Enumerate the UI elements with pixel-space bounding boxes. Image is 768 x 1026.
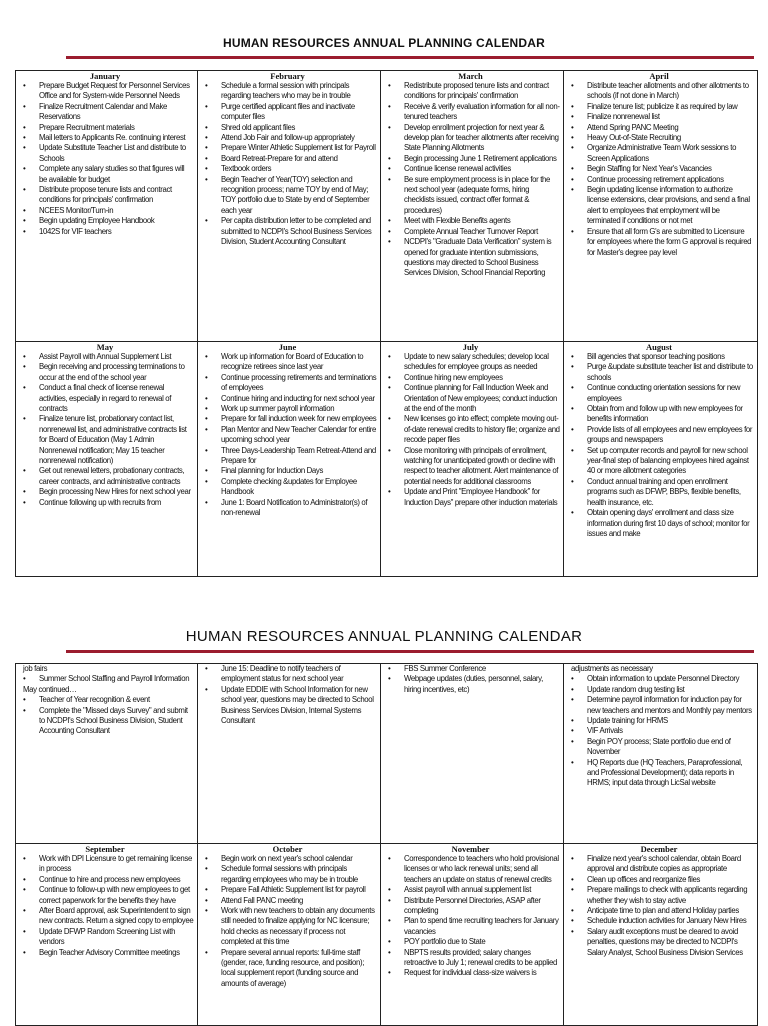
calendar-table-page1 bbox=[15, 70, 758, 577]
list-item: • Distribute Personnel Directories, ASAP after completing bbox=[404, 896, 560, 917]
list-item: • Begin updating license information to authorize license extensions, clear provisions, and send a final alert to employees that employment will be terminated if conditions or not met bbox=[587, 185, 754, 227]
month-cell-july-continued bbox=[381, 664, 564, 844]
month-header: August bbox=[646, 342, 672, 352]
month-cell-january bbox=[16, 71, 198, 342]
task-list bbox=[381, 854, 560, 979]
month-cell-october bbox=[198, 844, 381, 1026]
list-item: • Obtain information to update Personnel Directory bbox=[587, 674, 754, 684]
list-item: • Update Substitute Teacher List and distribute to Schools bbox=[39, 143, 194, 164]
list-item: • Mail letters to Applicants Re. continuing interest bbox=[39, 133, 194, 143]
month-header: November bbox=[451, 844, 490, 854]
list-item: • Continue to follow-up with new employees to get correct paperwork for the benefits they have bbox=[39, 885, 194, 906]
list-item: • Bill agencies that sponsor teaching positions bbox=[587, 352, 754, 362]
list-item: • NBPTS results provided; salary changes retroactive to July 1; renewal credits to be applied bbox=[404, 948, 560, 969]
list-item: • Begin receiving and processing terminations to occur at the end of the school year bbox=[39, 362, 194, 383]
list-item: • Complete checking &updates for Employee Handbook bbox=[221, 477, 377, 498]
list-item: job fairs bbox=[23, 664, 48, 673]
month-header: July bbox=[462, 342, 479, 352]
list-item: • Meet with Flexible Benefits agents bbox=[404, 216, 560, 226]
month-header: March bbox=[458, 71, 483, 81]
task-list bbox=[16, 81, 194, 237]
list-item: • Work up summer payroll information bbox=[221, 404, 377, 414]
list-item: • Continue processing retirements and terminations of employees bbox=[221, 373, 377, 394]
month-header: May bbox=[96, 342, 114, 352]
list-item: • Finalize tenure list, probationary contact list, nonrenewal list, and administrative contracts list for Board of Education (May 1 Admin Nonrenewal notification; May 15 teacher nonrenewal notification) bbox=[39, 414, 194, 466]
task-list bbox=[198, 352, 377, 519]
list-item: • Finalize nonrenewal list bbox=[587, 112, 754, 122]
list-item: • Distribute teacher allotments and other allotments to schools (if not done in March) bbox=[587, 81, 754, 102]
table-row bbox=[16, 844, 758, 1026]
list-item: • Update to new salary schedules; develop local schedules for employee groups as needed bbox=[404, 352, 560, 373]
list-item: • Finalize Recruitment Calendar and Make Reservations bbox=[39, 102, 194, 123]
list-item: • NCDPI's "Graduate Data Verification" system is opened for graduate intention submissions, questions may directed to School Business Services Division, School Financial Reporting bbox=[404, 237, 560, 279]
list-item: • Per capita distribution letter to be completed and submitted to NCDPI's School Business Services Division, Student Accounting Consultant bbox=[221, 216, 377, 247]
list-item: • 1042S for VIF teachers bbox=[39, 227, 194, 237]
list-item: • Prepare mailings to check with applicants regarding whether they wish to stay active bbox=[587, 885, 754, 906]
task-list bbox=[198, 664, 377, 726]
list-item: • Begin updating Employee Handbook bbox=[39, 216, 194, 226]
list-item: • Clean up offices and reorganize files bbox=[587, 875, 754, 885]
list-item: • Work up information for Board of Education to recognize retirees since last year bbox=[221, 352, 377, 373]
table-row bbox=[16, 71, 758, 342]
month-cell-february bbox=[198, 71, 381, 342]
list-item: • HQ Reports due (HQ Teachers, Paraprofessional, and Professional Development); data reports in HRMS; input data through LicSal website bbox=[587, 758, 754, 789]
list-item: • New licenses go into effect; complete moving out-of-date renewal credits to history file; organize and recode paper files bbox=[404, 414, 560, 445]
list-item: • Plan to spend time recruiting teachers for January vacancies bbox=[404, 916, 560, 937]
month-cell-june bbox=[198, 342, 381, 577]
list-item: • Update random drug testing list bbox=[587, 685, 754, 695]
month-header: June bbox=[278, 342, 297, 352]
task-list bbox=[381, 664, 560, 695]
page-title-top: HUMAN RESOURCES ANNUAL PLANNING CALENDAR bbox=[222, 36, 545, 50]
list-item: • Prepare Recruitment materials bbox=[39, 123, 194, 133]
list-item: • NCEES Monitor/Turn-in bbox=[39, 206, 194, 216]
list-item: • Textbook orders bbox=[221, 164, 377, 174]
list-item: • Heavy Out-of-State Recruiting bbox=[587, 133, 754, 143]
list-item: • Begin work on next year's school calendar bbox=[221, 854, 377, 864]
list-item: • Continue hiring and inducting for next school year bbox=[221, 394, 377, 404]
list-item: • Continue conducting orientation sessions for new employees bbox=[587, 383, 754, 404]
list-item: • Continue processing retirement applications bbox=[587, 175, 754, 185]
month-cell-august bbox=[564, 342, 758, 577]
list-item: • Work with DPI Licensure to get remaining license in process bbox=[39, 854, 194, 875]
month-cell-september bbox=[16, 844, 198, 1026]
list-item: May continued… bbox=[23, 684, 77, 694]
list-item: • Continue hiring new employees bbox=[404, 373, 560, 383]
list-item: • Anticipate time to plan and attend Holiday parties bbox=[587, 906, 754, 916]
calendar-table-page2 bbox=[15, 663, 758, 1026]
list-item: • Obtain from and follow up with new employees for benefits information bbox=[587, 404, 754, 425]
list-item: • Ensure that all form G's are submitted to Licensure for employees where the form G approval is required for Master's degree pay level bbox=[587, 227, 754, 258]
month-cell-june-continued bbox=[198, 664, 381, 844]
list-item: • Purge &update substitute teacher list and distribute to schools bbox=[587, 362, 754, 383]
title-rule-bottom bbox=[66, 650, 754, 653]
month-header: February bbox=[270, 71, 305, 81]
list-item: • Begin Teacher of Year(TOY) selection and recognition process; name TOY by end of May; TOY portfolio due to State by end of September each year bbox=[221, 175, 377, 217]
title-rule-top bbox=[66, 56, 754, 59]
list-item: • Develop enrollment projection for next year & develop plan for teacher allotments after receiving State Planning Allotments bbox=[404, 123, 560, 154]
list-item: • Prepare Fall Athletic Supplement list for payroll bbox=[221, 885, 377, 895]
month-cell-march bbox=[381, 71, 564, 342]
list-item: • Continue following up with recruits from bbox=[39, 498, 194, 508]
month-header: December bbox=[640, 844, 678, 854]
task-list bbox=[16, 664, 194, 737]
month-cell-may-continued bbox=[16, 664, 198, 844]
month-header: January bbox=[89, 71, 121, 81]
list-item: • Work with new teachers to obtain any documents still needed to finalize applying for NC licensure; hold checks as necessary if process not completed at this time bbox=[221, 906, 377, 948]
month-header: April bbox=[649, 71, 669, 81]
month-header: September bbox=[85, 844, 125, 854]
list-item: • Complete any salary studies so that figures will be available for budget bbox=[39, 164, 194, 185]
list-item: • Continue planning for Fall Induction Week and Orientation of New employees; conduct induction at the end of the month bbox=[404, 383, 560, 414]
list-item: • Begin processing New Hires for next school year bbox=[39, 487, 194, 497]
list-item: • Summer School Staffing and Payroll Information bbox=[39, 674, 194, 684]
list-item: • Correspondence to teachers who hold provisional licenses or who lack renewal units; send all teachers an update on status of renewal credits bbox=[404, 854, 560, 885]
task-list bbox=[16, 352, 194, 508]
task-list bbox=[381, 81, 560, 279]
list-item: • Attend Fall PANC meeting bbox=[221, 896, 377, 906]
list-item: • Board Retreat-Prepare for and attend bbox=[221, 154, 377, 164]
list-item: • Assist Payroll with Annual Supplement List bbox=[39, 352, 194, 362]
list-item: • Schedule a formal session with principals regarding teachers who may be in trouble bbox=[221, 81, 377, 102]
list-item: • Get out renewal letters, probationary contracts, career contracts, and administrative contracts bbox=[39, 466, 194, 487]
list-item: • Conduct annual training and open enrollment programs such as DFWP, BBPs, flexible benefits, health insurance, etc. bbox=[587, 477, 754, 508]
list-item: • VIF Arrivals bbox=[587, 726, 754, 736]
list-item: • Begin Teacher Advisory Committee meetings bbox=[39, 948, 194, 958]
list-item: • Prepare Budget Request for Personnel Services Office and for System-wide Personnel Needs bbox=[39, 81, 194, 102]
list-item: • Begin processing June 1 Retirement applications bbox=[404, 154, 560, 164]
list-item: • Obtain opening days' enrollment and class size information during first 10 days of school; monitor for issues and make bbox=[587, 508, 754, 539]
list-item: • Conduct a final check of license renewal activities, especially in regard to renewal of contracts bbox=[39, 383, 194, 414]
list-item: • Three Days-Leadership Team Retreat-Attend and Prepare for bbox=[221, 446, 377, 467]
list-item: • Prepare several annual reports: full-time staff (gender, race, funding resource, and position); local supplement report (funding source and amounts of average) bbox=[221, 948, 377, 990]
list-item: • Plan Mentor and New Teacher Calendar for entire upcoming school year bbox=[221, 425, 377, 446]
task-list bbox=[381, 352, 560, 508]
month-header: October bbox=[272, 844, 303, 854]
list-item: • Schedule formal sessions with principals regarding employees who may be in trouble bbox=[221, 864, 377, 885]
month-cell-december bbox=[564, 844, 758, 1026]
list-item: • Update EDDIE with School Information for new school year, questions may be directed to School Business Services Division, Internal Systems Consultant bbox=[221, 685, 377, 727]
list-item: • Schedule induction activities for January New Hires bbox=[587, 916, 754, 926]
list-item: • Close monitoring with principals of enrollment, watching for unanticipated growth or decline with respect to teacher allotment. Alert maintenance of potential needs for additional classrooms bbox=[404, 446, 560, 488]
list-item: • Begin Staffing for Next Year's Vacancies bbox=[587, 164, 754, 174]
month-cell-august-continued bbox=[564, 664, 758, 844]
table-row bbox=[16, 664, 758, 844]
month-cell-may bbox=[16, 342, 198, 577]
month-cell-april bbox=[564, 71, 758, 342]
list-item: • June 15: Deadline to notify teachers of employment status for next school year bbox=[221, 664, 377, 685]
page-title-bottom: HUMAN RESOURCES ANNUAL PLANNING CALENDAR bbox=[185, 628, 583, 645]
list-item: • Determine payroll information for induction pay for new teachers and mentors and Monthly pay mentors bbox=[587, 695, 754, 716]
list-item: • Finalize next year's school calendar, obtain Board approval and distribute copies as appropriate bbox=[587, 854, 754, 875]
table-row bbox=[16, 342, 758, 577]
list-item: • POY portfolio due to State bbox=[404, 937, 560, 947]
list-item: • Receive & verify evaluation information for all non-tenured teachers bbox=[404, 102, 560, 123]
task-list bbox=[564, 664, 754, 789]
month-cell-november bbox=[381, 844, 564, 1026]
task-list bbox=[198, 854, 377, 989]
list-item: • Request for individual class-size waivers is bbox=[404, 968, 560, 978]
list-item: • Complete Annual Teacher Turnover Report bbox=[404, 227, 560, 237]
list-item: • Begin POY process; State portfolio due end of November bbox=[587, 737, 754, 758]
list-item: • Redistribute proposed tenure lists and contract conditions for principals' confirmation bbox=[404, 81, 560, 102]
list-item: • Update training for HRMS bbox=[587, 716, 754, 726]
list-item: adjustments as necessary bbox=[571, 664, 653, 673]
list-item: • Update and Print "Employee Handbook" for Induction Days" prepare other induction materials bbox=[404, 487, 560, 508]
list-item: • June 1: Board Notification to Administrator(s) of non-renewal bbox=[221, 498, 377, 519]
list-item: • Salary audit exceptions must be cleared to avoid penalties, questions may be directed to NCDPI's Salary Analyst, School Business Division Services bbox=[587, 927, 754, 958]
list-item: • Finalize tenure list; publicize it as required by law bbox=[587, 102, 754, 112]
list-item: • Shred old applicant files bbox=[221, 123, 377, 133]
list-item: • Prepare for fall induction week for new employees bbox=[221, 414, 377, 424]
list-item: • Prepare Winter Athletic Supplement list for Payroll bbox=[221, 143, 377, 153]
list-item: • Set up computer records and payroll for new school year-final step of balancing employees hired against 40 or more allotment categories bbox=[587, 446, 754, 477]
list-item: • Assist payroll with annual supplement list bbox=[404, 885, 560, 895]
list-item: • Purge certified applicant files and inactivate computer files bbox=[221, 102, 377, 123]
task-list bbox=[198, 81, 377, 248]
list-item: • Complete the "Missed days Survey" and submit to NCDPI's School Business Division, Student Accounting Consultant bbox=[39, 706, 194, 737]
list-item: • FBS Summer Conference bbox=[404, 664, 560, 674]
list-item: • Continue license renewal activities bbox=[404, 164, 560, 174]
list-item: • After Board approval, ask Superintendent to sign new contracts. Return a signed copy to employee bbox=[39, 906, 194, 927]
task-list bbox=[564, 854, 754, 958]
list-item: • Webpage updates (duties, personnel, salary, hiring incentives, etc) bbox=[404, 674, 560, 695]
list-item: • Continue to hire and process new employees bbox=[39, 875, 194, 885]
list-item: • Organize Administrative Team Work sessions to Screen Applications bbox=[587, 143, 754, 164]
list-item: • Update DFWP Random Screening List with vendors bbox=[39, 927, 194, 948]
task-list bbox=[564, 352, 754, 539]
list-item: • Be sure employment process is in place for the next school year (adequate forms, hiring checklists issued, contract offer format & procedures) bbox=[404, 175, 560, 217]
list-item: • Distribute propose tenure lists and contract conditions for principals' confirmation bbox=[39, 185, 194, 206]
list-item: • Teacher of Year recognition & event bbox=[39, 695, 194, 705]
task-list bbox=[16, 854, 194, 958]
list-item: • Provide lists of all employees and new employees for groups and newspapers bbox=[587, 425, 754, 446]
list-item: • Final planning for Induction Days bbox=[221, 466, 377, 476]
list-item: • Attend Job Fair and follow-up appropriately bbox=[221, 133, 377, 143]
task-list bbox=[564, 81, 754, 258]
month-cell-july bbox=[381, 342, 564, 577]
list-item: • Attend Spring PANC Meeting bbox=[587, 123, 754, 133]
